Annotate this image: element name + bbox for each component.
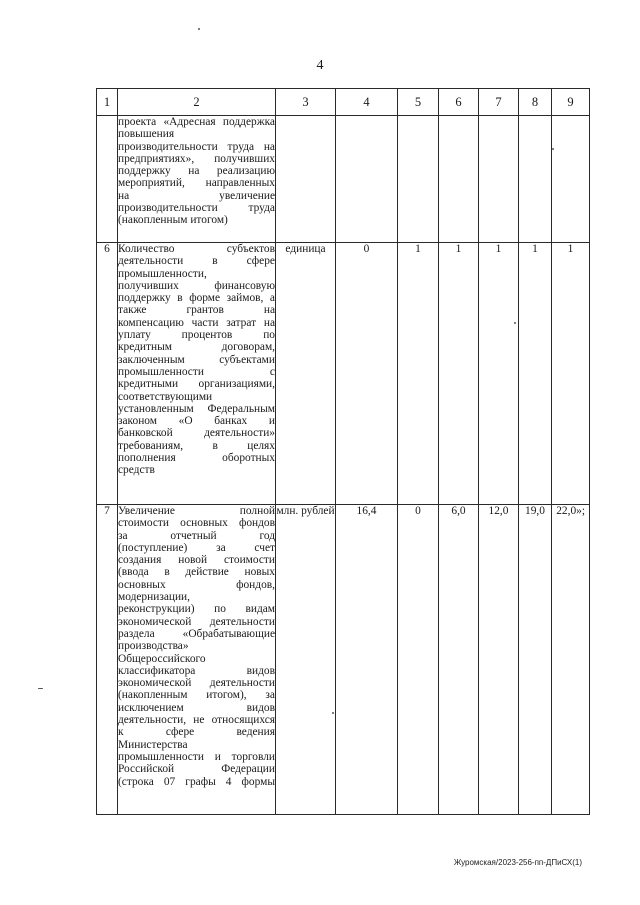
row-unit [276, 116, 336, 243]
row-unit: млн. рублей [276, 505, 336, 815]
description-line: (накопленным итогом), за [118, 689, 275, 702]
indicator-table [96, 88, 590, 815]
column-header: 2 [118, 89, 276, 116]
column-header: 9 [552, 89, 590, 116]
description-line: банковской деятельности» [118, 427, 275, 440]
description-line: деятельности в сфере [118, 255, 275, 268]
description-line: экономической деятельности [118, 615, 275, 628]
row-description [118, 505, 276, 815]
description-line: создания новой стоимости [118, 554, 275, 567]
row-unit: единица [276, 243, 336, 505]
description-line: раздела «Обрабатывающие [118, 627, 275, 640]
description-line: требованиям, в целях [118, 439, 275, 452]
description-line: классификатора видов [118, 664, 275, 677]
description-line: промышленности с [118, 365, 275, 378]
row-value [479, 116, 519, 243]
description-line: (ввода в действие новых [118, 566, 275, 579]
description-line: компенсацию части затрат на [118, 316, 275, 329]
row-index [97, 116, 118, 243]
row-value [439, 116, 479, 243]
description-line: уплату процентов по [118, 329, 275, 342]
scan-speck [38, 688, 43, 689]
description-line: промышленности и торговли [118, 750, 275, 763]
description-line: за отчетный год [118, 529, 275, 542]
row-value: 16,4 [336, 505, 398, 815]
description-line: Увеличение полной [118, 505, 275, 517]
row-value: 1 [398, 243, 439, 505]
description-line: (строка 07 графы 4 формы [118, 775, 275, 788]
description-line: деятельности, не относящихся [118, 714, 275, 727]
description-line: производства» [118, 640, 189, 653]
row-value: 0 [398, 505, 439, 815]
description-line: Количество субъектов [118, 243, 275, 255]
description-line: также грантов на [118, 304, 275, 317]
row-value: 1 [552, 243, 590, 505]
description-line: производительности труда [118, 202, 275, 215]
description-line: (накопленным итогом) [118, 214, 228, 227]
description-line: установленным Федеральным [118, 402, 275, 415]
description-line: Общероссийского [118, 652, 206, 665]
description-line: экономической деятельности [118, 677, 275, 690]
table-row [97, 505, 590, 815]
column-header: 1 [97, 89, 118, 116]
description-line: законом «О банках и [118, 415, 275, 428]
row-value: 6,0 [439, 505, 479, 815]
row-value: 19,0 [519, 505, 552, 815]
description-line: реконструкции) по видам [118, 603, 275, 616]
description-line: на увеличение [118, 189, 275, 202]
scan-speck [198, 28, 200, 30]
description-line: (поступление) за счет [118, 541, 275, 554]
description-line: модернизации, [118, 591, 191, 604]
page-number: 4 [316, 58, 324, 73]
column-header: 3 [276, 89, 336, 116]
table-row [97, 116, 590, 243]
description-line: к сфере ведения [118, 726, 275, 739]
row-index: 7 [97, 505, 118, 815]
row-value [398, 116, 439, 243]
row-index: 6 [97, 243, 118, 505]
row-value: 1 [439, 243, 479, 505]
description-line: заключенным субъектами [118, 353, 275, 366]
description-line: кредитным договорам, [118, 341, 275, 354]
description-line: соответствующими [118, 390, 213, 403]
description-line: кредитными организациями, [118, 378, 275, 391]
description-line: производительности труда на [118, 140, 275, 153]
column-header: 4 [336, 89, 398, 116]
row-value [552, 116, 590, 243]
description-line: мероприятий, направленных [118, 177, 275, 190]
row-value: 22,0»; [552, 505, 590, 815]
description-line: Российской Федерации [118, 763, 275, 776]
row-value: 1 [519, 243, 552, 505]
description-line: поддержку в форме займов, а [118, 292, 275, 305]
row-value [336, 116, 398, 243]
column-header: 7 [479, 89, 519, 116]
description-line: промышленности, [118, 267, 207, 280]
description-line: проекта «Адресная поддержка [118, 116, 275, 128]
column-header: 6 [439, 89, 479, 116]
description-line: исключением видов [118, 701, 275, 714]
row-value: 12,0 [479, 505, 519, 815]
description-line: повышения [118, 128, 175, 141]
row-description [118, 243, 276, 505]
description-line: средств [118, 464, 155, 477]
document-footer: Журомская/2023-256-пп-ДПиСХ(1) [453, 858, 582, 867]
column-header: 5 [398, 89, 439, 116]
column-header: 8 [519, 89, 552, 116]
table-row [97, 243, 590, 505]
row-value [519, 116, 552, 243]
row-description [118, 116, 276, 243]
description-line: получивших финансовую [118, 279, 275, 292]
description-line: пополнения оборотных [118, 452, 275, 465]
description-line: поддержку на реализацию [118, 165, 275, 178]
description-line: стоимости основных фондов [118, 517, 275, 530]
description-line: Министерства [118, 738, 188, 751]
row-value: 0 [336, 243, 398, 505]
table-header-row [97, 89, 590, 116]
row-value: 1 [479, 243, 519, 505]
description-line: основных фондов, [118, 578, 275, 591]
description-line: предприятиях», получивших [118, 152, 275, 165]
